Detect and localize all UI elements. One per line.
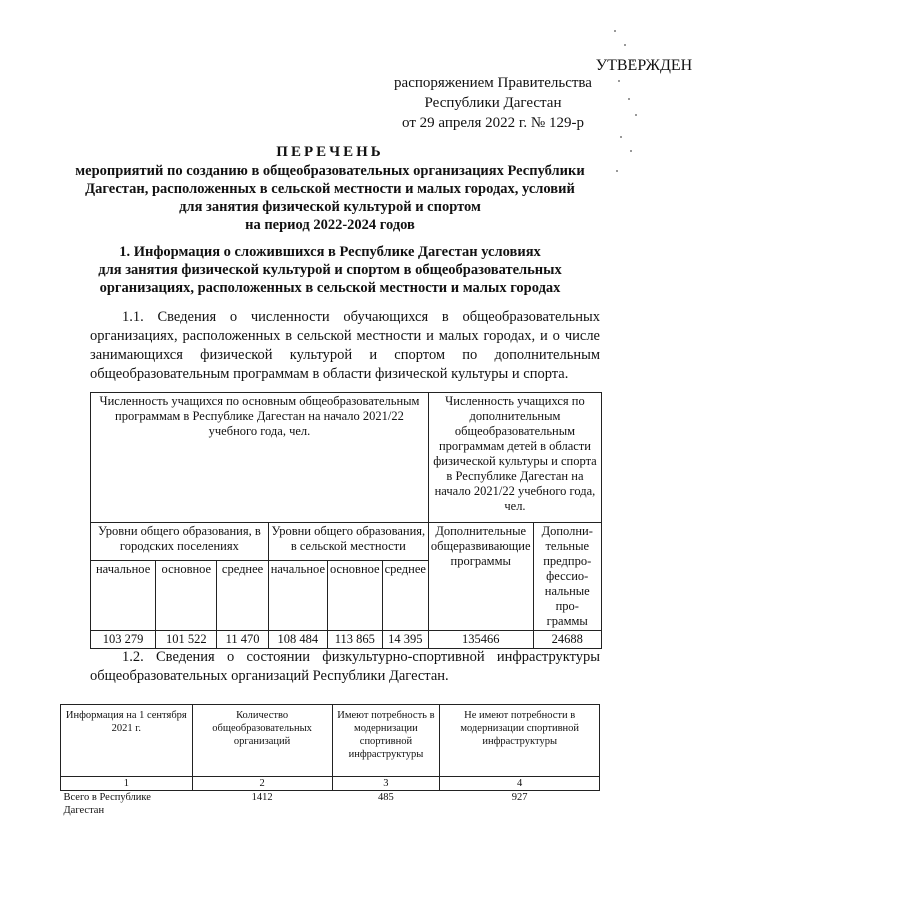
- section-heading: [40, 243, 620, 297]
- section-heading-line: для занятия физической культурой и спортом в общеобразовательных: [98, 262, 562, 278]
- value-cell: 101 522: [156, 631, 217, 649]
- col-preprof: Дополни-тельные предпро-фессио-нальные про-граммы: [533, 523, 601, 631]
- header-right: Численность учащихся по дополнительным общеобразовательным программам детей в области физической культуры и спорта в Республике Дагестан на начало 2021/22 учебного года, чел.: [428, 393, 601, 523]
- header-cell: Имеют потребность в модернизации спортивной инфраструктуры: [332, 705, 440, 777]
- approval-block: [388, 57, 693, 133]
- level-cell: начальное: [268, 561, 327, 631]
- value-cell: 485: [378, 792, 394, 803]
- header-cell: Не имеют потребности в модернизации спортивной инфраструктуры: [440, 705, 600, 777]
- level-cell: основное: [328, 561, 383, 631]
- subtitle-line: на период 2022-2024 годов: [245, 217, 415, 233]
- subtitle-line: для занятия физической культурой и спортом: [179, 199, 481, 215]
- column-number: 4: [440, 777, 600, 791]
- col-general: Дополнительные общеразвивающие программы: [428, 523, 533, 631]
- header-cell: Информация на 1 сентября 2021 г.: [61, 705, 193, 777]
- level-cell: основное: [156, 561, 217, 631]
- row-label: Всего в Республике Дагестан: [63, 792, 151, 816]
- infrastructure-table: [60, 704, 600, 817]
- level-cell: начальное: [91, 561, 156, 631]
- group-rural: Уровни общего образования, в сельской местности: [268, 523, 428, 561]
- paragraph-line: организациях, расположенных в сельской местности и малых городах, и о числе: [90, 328, 600, 344]
- approval-date: от 29 апреля 2022 г. № 129-р: [402, 115, 584, 131]
- section-heading-line: организациях, расположенных в сельской местности и малых городах: [99, 280, 561, 296]
- paragraph-line: 1.1. Сведения о численности обучающихся в общеобразовательных: [122, 309, 600, 325]
- approval-line-3: Республики Дагестан: [424, 95, 562, 111]
- students-table: [90, 392, 602, 649]
- document-title: ПЕРЕЧЕНЬ: [276, 144, 384, 160]
- value-cell: 108 484: [268, 631, 327, 649]
- header-cell: Количество общеобразовательных организаций: [192, 705, 332, 777]
- value-cell: 14 395: [382, 631, 428, 649]
- value-cell: 103 279: [91, 631, 156, 649]
- value-cell: 1412: [251, 792, 273, 803]
- paragraph-line: общеобразовательных организаций Республики Дагестан.: [90, 668, 449, 684]
- group-urban: Уровни общего образования, в городских поселениях: [91, 523, 269, 561]
- document-subtitle: [40, 162, 620, 234]
- column-number: 2: [192, 777, 332, 791]
- value-cell: 135466: [428, 631, 533, 649]
- section-heading-line: 1. Информация о сложившихся в Республике Дагестан условиях: [119, 244, 541, 260]
- value-cell: 113 865: [328, 631, 383, 649]
- paragraph-line: занимающихся физической культурой и спортом по дополнительным: [90, 347, 600, 363]
- value-cell: 11 470: [217, 631, 268, 649]
- paragraph-line: 1.2. Сведения о состоянии физкультурно-спортивной инфраструктуры: [122, 649, 600, 665]
- level-cell: среднее: [382, 561, 428, 631]
- paragraph-line: общеобразовательным программам в области физической культуры и спорта.: [90, 366, 569, 382]
- column-number: 3: [332, 777, 440, 791]
- approval-title: УТВЕРЖДЕН: [595, 57, 693, 74]
- header-main: Численность учащихся по основным общеобразовательным программам в Республике Дагестан на начало 2021/22 учебного года, чел.: [91, 393, 429, 523]
- subtitle-line: Дагестан, расположенных в сельской местности и малых городах, условий: [85, 181, 575, 197]
- value-cell: 927: [511, 792, 528, 803]
- subtitle-line: мероприятий по созданию в общеобразовательных организациях Республики: [75, 163, 585, 179]
- approval-line-2: распоряжением Правительства: [394, 75, 592, 91]
- column-number: 1: [61, 777, 193, 791]
- value-cell: 24688: [533, 631, 601, 649]
- level-cell: среднее: [217, 561, 268, 631]
